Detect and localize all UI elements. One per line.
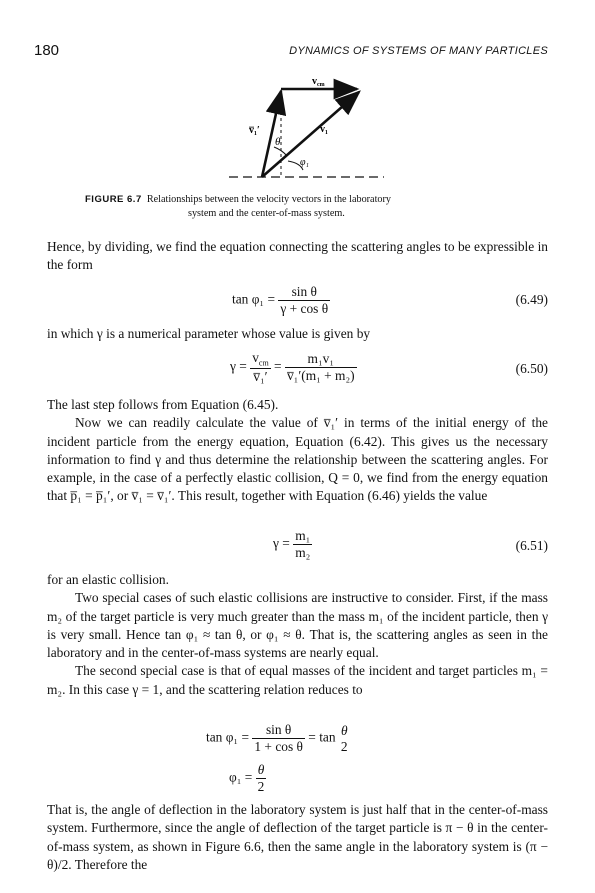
equation-6-51 bbox=[273, 528, 312, 561]
eq650-lhs: γ = bbox=[230, 358, 247, 374]
eq650-den1: v̅₁′ bbox=[250, 368, 270, 385]
caption-label: FIGURE 6.7 bbox=[85, 194, 142, 205]
eq651-denominator: m₂ bbox=[295, 545, 311, 560]
eq651-lhs: γ = bbox=[273, 535, 290, 551]
eq649-denominator: γ + cos θ bbox=[280, 301, 329, 316]
paragraph-7-text: The second special case is that of equal masses of the incident and target particles m₁ = m₂. In this case γ = 1, and the scattering relation reduces to bbox=[47, 663, 548, 697]
page-number: 180 bbox=[34, 42, 60, 59]
eq652b-denominator: 2 bbox=[257, 779, 265, 794]
label-phi1: φ₁ bbox=[300, 157, 310, 168]
paragraph-5-7 bbox=[47, 571, 548, 699]
eq650-den2: v̅₁′(m₁ + m₂) bbox=[286, 367, 355, 383]
eq651-numerator: m₁ bbox=[295, 528, 311, 543]
paragraph-1 bbox=[47, 238, 548, 275]
eq652a-mid: = tan bbox=[308, 729, 336, 745]
paragraph-2-text: in which γ is a numerical parameter whose value is given by bbox=[47, 326, 371, 341]
paragraph-8-text: That is, the angle of deflection in the laboratory system is just half that in the center-of-mass system. Furthermore, since the angle of deflection of the target particle is π − θ in the center-of-mass system, as shown in Figure 6.6, then the same angle in the laboratory system is (π − θ)/2. Therefore the bbox=[47, 802, 548, 872]
paragraph-3-text: The last step follows from Equation (6.45). bbox=[47, 397, 279, 412]
equation-6-50 bbox=[230, 350, 357, 385]
running-title: DYNAMICS OF SYSTEMS OF MANY PARTICLES bbox=[289, 45, 548, 57]
eq652b-numerator: θ bbox=[257, 762, 265, 777]
eq650-equals: = bbox=[274, 358, 282, 374]
eq652a-num2: θ bbox=[340, 722, 348, 738]
paragraph-3-4 bbox=[47, 396, 548, 506]
label-v1: v₁ bbox=[320, 124, 328, 135]
label-theta: θ bbox=[275, 136, 281, 148]
equation-6-52b bbox=[229, 762, 266, 795]
eq652a-numerator: sin θ bbox=[265, 722, 292, 737]
paragraph-8 bbox=[47, 801, 548, 874]
eq652a-denominator: 1 + cos θ bbox=[254, 739, 303, 754]
eq652a-den2: 2 bbox=[340, 738, 348, 754]
caption-line2: system and the center-of-mass system. bbox=[188, 208, 345, 219]
eq650-num2: m₁v₁ bbox=[307, 350, 334, 366]
eq649-lhs: tan φ₁ = bbox=[232, 291, 276, 307]
equation-6-49 bbox=[232, 284, 330, 317]
v1-vector bbox=[262, 92, 359, 177]
caption-line1: Relationships between the velocity vectors in the laboratory bbox=[146, 194, 391, 205]
eq649-number: (6.49) bbox=[515, 292, 548, 307]
paragraph-5-text: for an elastic collision. bbox=[47, 572, 169, 587]
label-v1prime: v̅₁′ bbox=[249, 125, 260, 136]
equation-6-52a bbox=[206, 722, 350, 755]
eq649-numerator: sin θ bbox=[291, 284, 317, 299]
eq650-num1: v bbox=[252, 350, 259, 365]
paragraph-2 bbox=[47, 325, 548, 343]
eq652a-lhs: tan φ₁ = bbox=[206, 729, 250, 745]
eq651-number: (6.51) bbox=[515, 538, 548, 553]
paragraph-4-text: Now we can readily calculate the value of v̅₁′ in terms of the initial energy of the incident particle from the energy equation, Equation (6.42). This gives us the necessary information to find γ and thus determine the relationship between the scattering angles. For example, in the case of a perfectly elastic collision, Q = 0, we find from the energy equation that p̅₁ = p̅₁′, or v̅₁ = v̅₁′. This result, together with Equation (6.46) yields the value bbox=[47, 415, 548, 504]
eq650-number: (6.50) bbox=[515, 361, 548, 376]
label-vcm: $v_{cm}$ bbox=[312, 76, 325, 88]
velocity-vector-diagram bbox=[225, 68, 385, 186]
paragraph-1-text: Hence, by dividing, we find the equation connecting the scattering angles to be expressible in the form bbox=[47, 239, 548, 273]
figure-caption bbox=[85, 193, 515, 221]
eq652b-lhs: φ₁ = bbox=[229, 769, 253, 785]
eq650-num1-sub: cm bbox=[258, 358, 269, 368]
paragraph-6-text: Two special cases of such elastic collisions are instructive to consider. First, if the mass m₂ of the target particle is very much greater than the mass m₁ of the incident particle, then γ is very small. Hence tan φ₁ ≈ tan θ, or φ₁ ≈ θ. That is, the scattering angles as seen in the laboratory and in the center-of-mass systems are nearly equal. bbox=[47, 590, 548, 661]
